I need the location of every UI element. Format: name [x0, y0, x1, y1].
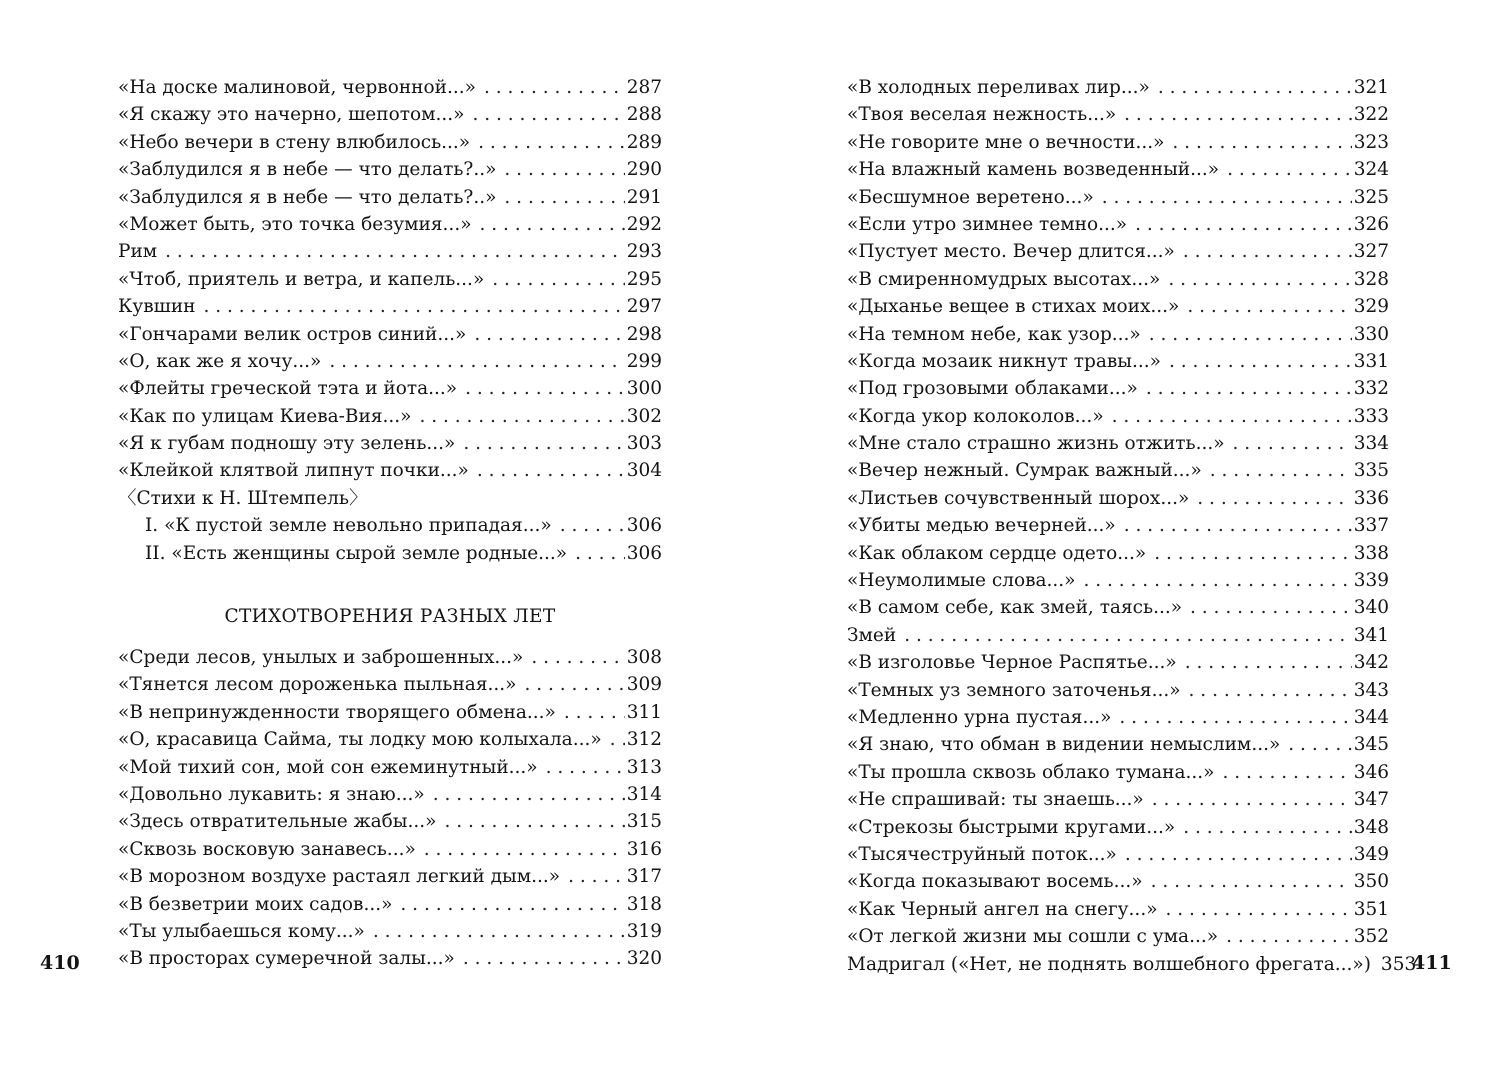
toc-sub-entry [118, 540, 662, 567]
dot-leader [477, 457, 625, 484]
entry-title: «Когда мозаик никнут травы...» [847, 350, 1161, 372]
dot-leader [1210, 457, 1352, 484]
dot-leader [484, 74, 625, 101]
entry-title: «Тысячеструйный поток...» [847, 843, 1117, 865]
entry-page-number: 339 [1353, 570, 1389, 592]
entry-page-number: 316 [626, 838, 662, 860]
dot-leader [480, 211, 625, 238]
entry-page-number: 342 [1353, 652, 1389, 674]
entry-page-number: 322 [1353, 104, 1389, 126]
dot-leader [504, 156, 624, 183]
dot-leader [560, 512, 625, 539]
dot-leader [433, 781, 625, 808]
entry-page-number: 297 [626, 296, 662, 318]
entry-page-number: 337 [1353, 515, 1389, 537]
entry-title: Рим [118, 241, 158, 263]
entry-page-number: 324 [1353, 159, 1389, 181]
entry-page-number: 325 [1353, 186, 1389, 208]
entry-title: «От легкой жизни мы сошли с ума...» [847, 926, 1219, 948]
entry-page-number: 293 [626, 241, 662, 263]
dot-leader [400, 891, 624, 918]
entry-page-number: 326 [1353, 213, 1389, 235]
dot-leader [531, 644, 624, 671]
toc-entry [847, 238, 1389, 265]
dot-leader [1158, 74, 1352, 101]
entry-page-number: 335 [1353, 460, 1389, 482]
toc-entry [118, 699, 662, 726]
entry-title: Мадригал («Нет, не поднять волшебного фрегата...») [847, 953, 1371, 975]
toc-entry [847, 923, 1389, 950]
dot-leader [463, 945, 625, 972]
entry-title: «В смиренномудрых высотах...» [847, 268, 1161, 290]
entry-title: «Как Черный ангел на снегу...» [847, 898, 1158, 920]
entry-title: «В морозном воздухе растаял легкий дым...» [118, 866, 561, 888]
entry-page-number: 300 [626, 378, 662, 400]
dot-leader [463, 430, 624, 457]
entry-page-number: 312 [626, 729, 662, 751]
dot-leader [1124, 101, 1352, 128]
toc-entry [118, 348, 662, 375]
toc-entry [118, 403, 662, 430]
entry-title: «Под грозовыми облаками...» [847, 378, 1138, 400]
toc-entry [118, 129, 662, 156]
toc-entry [847, 512, 1389, 539]
dot-leader [1172, 129, 1351, 156]
entry-title: «Флейты греческой тэта и йота...» [118, 378, 458, 400]
entry-title: «Сквозь восковую занавесь...» [118, 838, 416, 860]
entry-page-number: 338 [1353, 542, 1389, 564]
entry-page-number: 309 [626, 674, 662, 696]
entry-title: «На доске малиновой, червонной...» [118, 77, 476, 98]
dot-leader [1169, 348, 1352, 375]
toc-entry [847, 567, 1389, 594]
entry-page-number: 333 [1353, 405, 1389, 427]
entry-page-number: 340 [1353, 597, 1389, 619]
toc-list-left-top [118, 74, 662, 567]
entry-page-number: 347 [1353, 789, 1389, 811]
toc-list-right [847, 74, 1417, 978]
entry-page-number: 313 [626, 756, 662, 778]
dot-leader [1226, 923, 1352, 950]
toc-entry [847, 375, 1389, 402]
dot-leader [1124, 512, 1352, 539]
entry-title: «Тянется лесом дороженька пыльная...» [118, 674, 517, 696]
toc-entry [847, 293, 1389, 320]
entry-page-number: 288 [626, 104, 662, 126]
entry-title: «На темном небе, как узор...» [847, 323, 1141, 345]
entry-page-number: 295 [626, 268, 662, 290]
dot-leader [1149, 321, 1352, 348]
dot-leader [524, 671, 624, 698]
entry-page-number: 331 [1353, 350, 1389, 372]
entry-page-number: 303 [626, 433, 662, 455]
dot-leader [1102, 184, 1352, 211]
entry-page-number: 289 [626, 131, 662, 153]
dot-leader [424, 836, 625, 863]
entry-title: «Здесь отвратительные жабы...» [118, 811, 437, 833]
entry-page-number: 290 [626, 159, 662, 181]
entry-page-number: 345 [1353, 734, 1389, 756]
entry-title: «Мой тихий сон, мой сон ежеминутный...» [118, 756, 538, 778]
entry-title: «В непринужденности творящего обмена...» [118, 701, 556, 723]
dot-leader [478, 129, 625, 156]
entry-title: «Стрекозы быстрыми кругами...» [847, 816, 1176, 838]
toc-entry [847, 430, 1389, 457]
dot-leader [203, 293, 624, 320]
entry-title: «Довольно лукавить: я знаю...» [118, 783, 425, 805]
toc-entry [118, 836, 662, 863]
entry-title: «Гончарами велик остров синий...» [118, 323, 467, 345]
dot-leader [575, 540, 625, 567]
dot-leader [1151, 868, 1352, 895]
entry-title: «Дыханье вещее в стихах моих...» [847, 296, 1180, 318]
entry-title: «Пустует место. Вечер длится...» [847, 241, 1175, 263]
entry-title: «Как облаком сердце одето...» [847, 542, 1147, 564]
toc-entry [118, 671, 662, 698]
entry-title: «Чтоб, приятель и ветра, и капель...» [118, 268, 485, 290]
dot-leader [165, 238, 625, 265]
toc-entry [847, 786, 1389, 813]
dot-leader [1166, 896, 1352, 923]
dot-leader [1125, 841, 1352, 868]
toc-entry [118, 184, 662, 211]
entry-title: «Когда укор колоколов...» [847, 405, 1104, 427]
dot-leader [1084, 567, 1352, 594]
entry-title: II. «Есть женщины сырой земле родные...» [145, 542, 568, 564]
entry-page-number: 314 [626, 783, 662, 805]
dot-leader [1288, 731, 1351, 758]
toc-list-left-bottom [118, 644, 662, 973]
entry-title: «Бесшумное веретено...» [847, 186, 1094, 208]
entry-page-number: 332 [1353, 378, 1389, 400]
toc-entry [118, 74, 662, 101]
entry-page-number: 306 [626, 542, 662, 564]
toc-entry [118, 430, 662, 457]
entry-page-number: 341 [1353, 624, 1389, 646]
toc-entry [118, 457, 662, 484]
entry-page-number: 319 [626, 920, 662, 942]
entry-title: «В холодных переливах лир...» [847, 77, 1150, 98]
toc-entry [847, 704, 1389, 731]
toc-entry [847, 951, 1417, 978]
toc-entry [847, 156, 1389, 183]
entry-title: «На влажный камень возведенный...» [847, 159, 1220, 181]
entry-page-number: 353 [1380, 953, 1417, 975]
entry-title: I. «К пустой земле невольно припадая...» [145, 515, 552, 537]
entry-title: «Неумолимые слова...» [847, 570, 1076, 592]
dot-leader [904, 622, 1351, 649]
toc-entry [847, 184, 1389, 211]
entry-page-number: 334 [1353, 433, 1389, 455]
entry-title: «Не говорите мне о вечности...» [847, 131, 1165, 153]
dot-leader [504, 184, 624, 211]
entry-title: «Небо вечери в стену влюбилось...» [118, 131, 471, 153]
entry-page-number: 344 [1353, 706, 1389, 728]
toc-entry [847, 211, 1389, 238]
toc-entry [118, 945, 662, 972]
entry-page-number: 348 [1353, 816, 1389, 838]
toc-entry [847, 896, 1389, 923]
dot-leader [1233, 430, 1352, 457]
section-heading: СТИХОТВОРЕНИЯ РАЗНЫХ ЛЕТ [224, 606, 556, 627]
toc-entry [118, 321, 662, 348]
dot-leader [1187, 293, 1351, 320]
toc-entry [118, 375, 662, 402]
dot-leader [610, 726, 625, 753]
entry-title: «О, как же я хочу...» [118, 350, 322, 372]
entry-page-number: 315 [626, 811, 662, 833]
entry-page-number: 318 [626, 893, 662, 915]
entry-page-number: 299 [626, 350, 662, 372]
entry-page-number: 317 [626, 866, 662, 888]
toc-entry [847, 677, 1389, 704]
entry-page-number: 350 [1353, 871, 1389, 893]
entry-page-number: 323 [1353, 131, 1389, 153]
entry-page-number: 343 [1353, 679, 1389, 701]
dot-leader [474, 321, 624, 348]
toc-entry [847, 321, 1389, 348]
entry-page-number: 327 [1353, 241, 1389, 263]
entry-page-number: 292 [626, 213, 662, 235]
toc-sub-entry [118, 512, 662, 539]
toc-entry [847, 594, 1389, 621]
dot-leader [444, 808, 624, 835]
toc-entry [847, 457, 1389, 484]
toc-entry [118, 891, 662, 918]
toc-group-title: 〈Стихи к Н. Штемпель〉 [118, 487, 368, 509]
entry-title: Кувшин [118, 296, 196, 318]
toc-entry [847, 101, 1389, 128]
toc-entry [847, 814, 1389, 841]
toc-entry [118, 808, 662, 835]
right-page [753, 0, 1506, 1080]
page-number-right: 411 [1412, 952, 1452, 974]
dot-leader [465, 375, 625, 402]
toc-entry [118, 293, 662, 320]
entry-title: «Медленно урна пустая...» [847, 706, 1112, 728]
dot-leader [1135, 211, 1352, 238]
entry-title: «Заблудился я в небе — что делать?..» [118, 186, 497, 208]
toc-entry [118, 266, 662, 293]
entry-title: «Как по улицам Киева-Вия...» [118, 405, 412, 427]
entry-title: «Может быть, это точка безумия...» [118, 213, 472, 235]
dot-leader [1190, 594, 1352, 621]
entry-page-number: 291 [626, 186, 662, 208]
toc-entry [118, 156, 662, 183]
toc-entry [847, 74, 1389, 101]
dot-leader [472, 101, 624, 128]
entry-page-number: 320 [626, 948, 662, 970]
toc-entry [847, 731, 1389, 758]
entry-title: «В изголовье Черное Распятье...» [847, 652, 1177, 674]
dot-leader [1168, 266, 1351, 293]
toc-entry [847, 129, 1389, 156]
dot-leader [373, 918, 625, 945]
toc-entry [847, 622, 1389, 649]
toc-entry [118, 781, 662, 808]
entry-title: «Заблудился я в небе — что делать?..» [118, 159, 497, 181]
entry-page-number: 321 [1353, 77, 1389, 98]
entry-title: «Убиты медью вечерней...» [847, 515, 1116, 537]
entry-title: «Среди лесов, унылых и заброшенных...» [118, 647, 524, 668]
entry-title: «В самом себе, как змей, таясь...» [847, 597, 1183, 619]
entry-title: «Не спрашивай: ты знаешь...» [847, 789, 1144, 811]
entry-page-number: 306 [626, 515, 662, 537]
entry-title: «Я скажу это начерно, шепотом...» [118, 104, 465, 126]
entry-page-number: 298 [626, 323, 662, 345]
toc-entry [118, 644, 662, 671]
entry-title: «Ты улыбаешься кому...» [118, 920, 365, 942]
entry-title: «Твоя веселая нежность...» [847, 104, 1117, 126]
entry-page-number: 304 [626, 460, 662, 482]
dot-leader [564, 699, 625, 726]
entry-title: «Вечер нежный. Сумрак важный...» [847, 460, 1202, 482]
entry-title: «Я к губам подношу эту зелень...» [118, 433, 456, 455]
dot-leader [329, 348, 624, 375]
dot-leader [1227, 156, 1352, 183]
entry-title: «Клейкой клятвой липнут почки...» [118, 460, 469, 482]
dot-leader [1197, 485, 1351, 512]
dot-leader [568, 863, 625, 890]
entry-title: «Я знаю, что обман в видении немыслим...» [847, 734, 1281, 756]
dot-leader [1222, 759, 1351, 786]
dot-leader [1146, 375, 1352, 402]
toc-entry [118, 863, 662, 890]
toc-entry [847, 266, 1389, 293]
toc-entry [118, 726, 662, 753]
entry-title: «Когда показывают восемь...» [847, 871, 1143, 893]
entry-page-number: 311 [626, 701, 662, 723]
entry-title: «Ты прошла сквозь облако тумана...» [847, 761, 1215, 783]
entry-page-number: 349 [1353, 843, 1389, 865]
entry-page-number: 352 [1353, 926, 1389, 948]
dot-leader [1119, 704, 1351, 731]
toc-entry [118, 101, 662, 128]
dot-leader [419, 403, 624, 430]
toc-entry [118, 211, 662, 238]
toc-entry [118, 918, 662, 945]
dot-leader [1152, 786, 1352, 813]
page-number-left: 410 [40, 952, 80, 974]
toc-entry [847, 348, 1389, 375]
entry-page-number: 308 [626, 647, 662, 668]
toc-entry [118, 238, 662, 265]
dot-leader [1112, 403, 1352, 430]
toc-entry [847, 485, 1389, 512]
dot-leader [1185, 649, 1352, 676]
entry-title: «Темных уз земного заточенья...» [847, 679, 1181, 701]
entry-page-number: 302 [626, 405, 662, 427]
entry-title: «Если утро зимнее темно...» [847, 213, 1128, 235]
entry-page-number: 328 [1353, 268, 1389, 290]
entry-title: «Мне стало страшно жизнь отжить...» [847, 433, 1225, 455]
dot-leader [492, 266, 624, 293]
entry-page-number: 330 [1353, 323, 1389, 345]
toc-entry [847, 403, 1389, 430]
dot-leader [1189, 677, 1352, 704]
toc-entry [847, 540, 1389, 567]
entry-title: «Листьев сочувственный шорох...» [847, 487, 1190, 509]
dot-leader [546, 754, 625, 781]
dot-leader [1183, 814, 1351, 841]
entry-page-number: 329 [1353, 296, 1389, 318]
dot-leader [1183, 238, 1352, 265]
entry-title: «В просторах сумеречной залы...» [118, 948, 455, 970]
entry-page-number: 336 [1353, 487, 1389, 509]
entry-title: «О, красавица Сайма, ты лодку мою колыхала...» [118, 729, 602, 751]
entry-page-number: 346 [1353, 761, 1389, 783]
entry-page-number: 351 [1353, 898, 1389, 920]
toc-entry [847, 649, 1389, 676]
entry-title: Змей [847, 624, 897, 646]
entry-title: «В безветрии моих садов...» [118, 893, 393, 915]
entry-page-number: 287 [626, 77, 662, 98]
toc-entry [847, 841, 1389, 868]
toc-entry [847, 868, 1389, 895]
toc-entry [847, 759, 1389, 786]
toc-entry [118, 754, 662, 781]
dot-leader [1154, 540, 1351, 567]
